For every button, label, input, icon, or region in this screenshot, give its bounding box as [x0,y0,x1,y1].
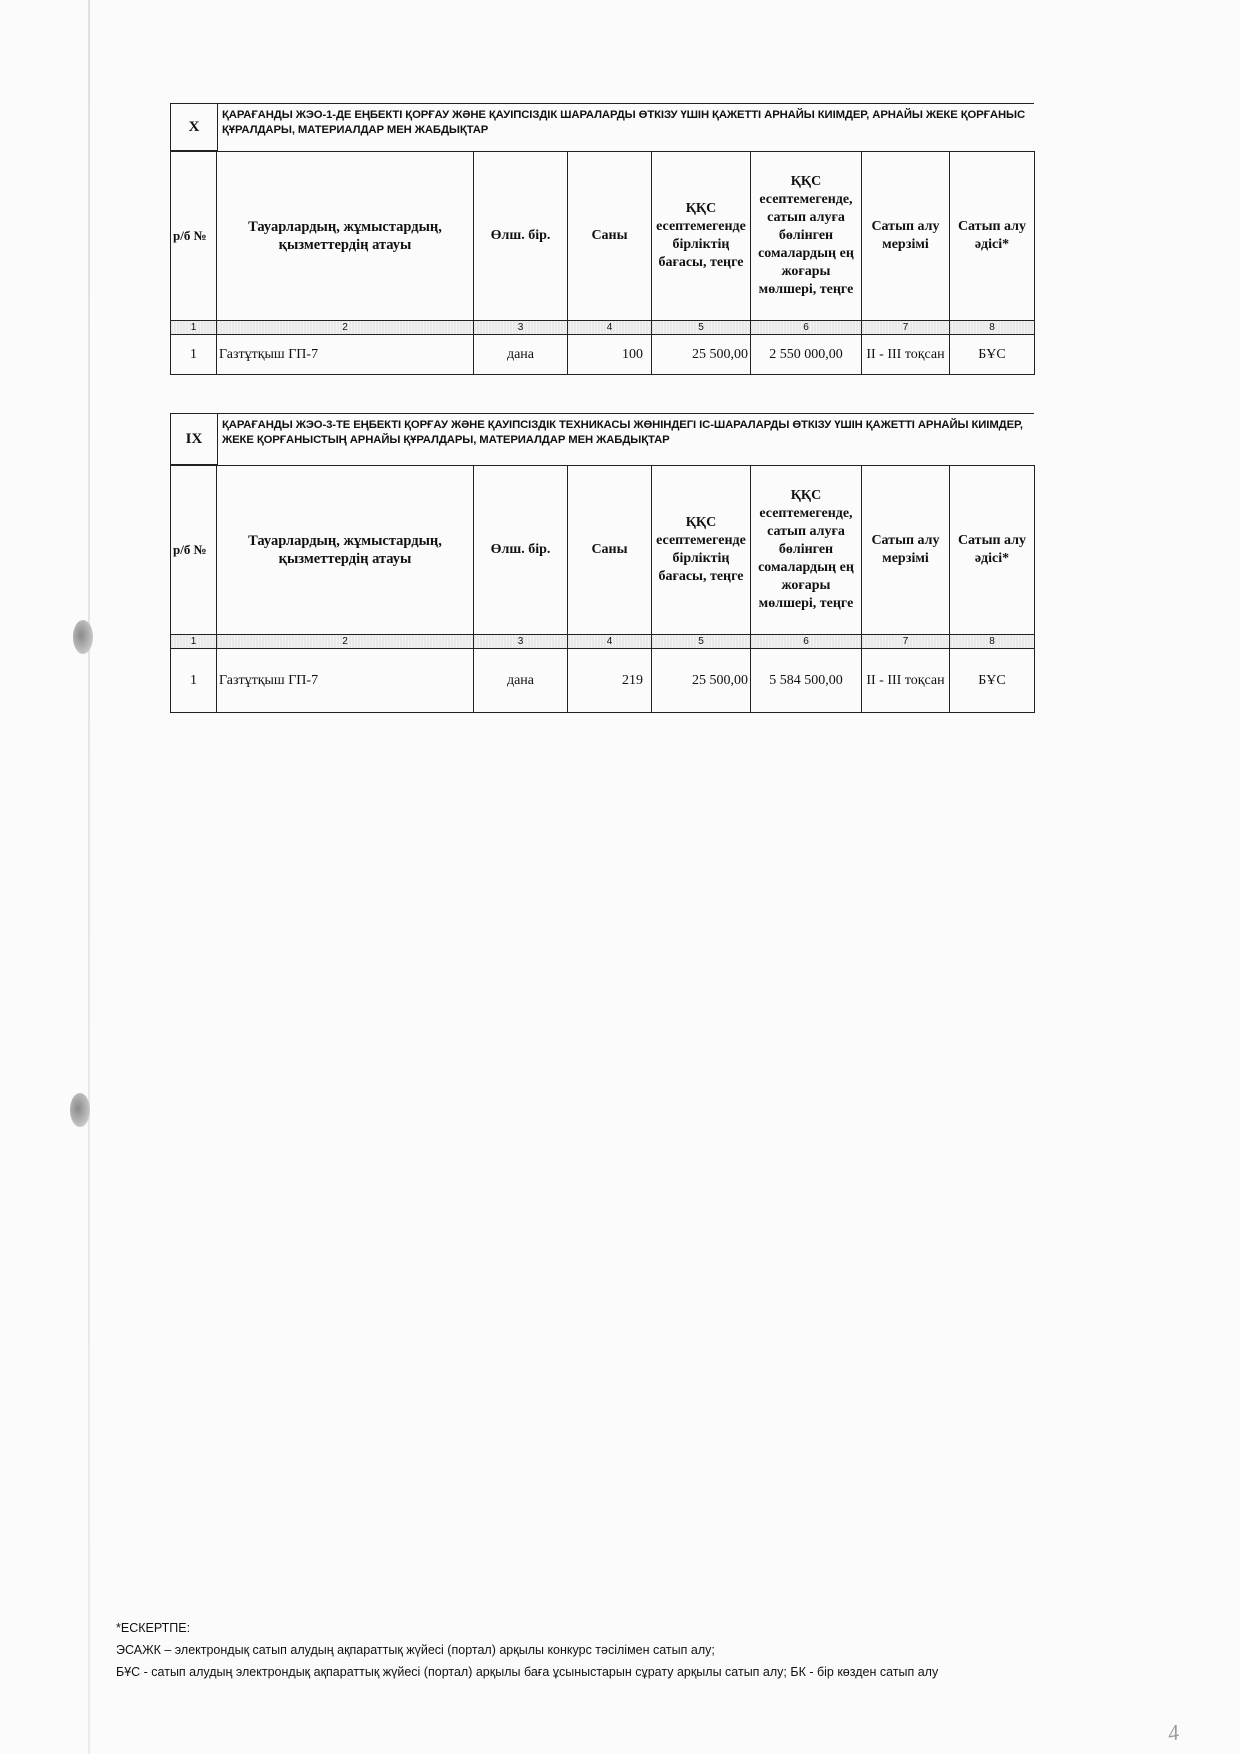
cell-term: II - III тоқсан [862,649,950,713]
cell-sum: 2 550 000,00 [751,335,862,375]
col-number: 8 [950,321,1035,335]
col-header-sum: ҚҚС есептемегенде, сатып алуға бөлінген сомалардың ең жоғары мөлшері, теңге [751,152,862,321]
table-row [171,649,1035,713]
col-number: 4 [568,321,652,335]
footnote-line: БҰС - сатып алудың электрондық ақпараттық жүйесі (портал) арқылы баға ұсыныстарын сұрату арқылы сатып алу; БК - бір көзден сатып алу [116,1665,939,1679]
section-number: IX [170,413,218,465]
col-header-qty: Саны [568,466,652,635]
items-table [170,465,1035,713]
col-number: 3 [474,635,568,649]
col-header-method: Сатып алу әдісі* [950,466,1035,635]
cell-price: 25 500,00 [652,335,751,375]
footnote-heading: *ЕСКЕРТПЕ: [116,1621,191,1635]
col-header-price: ҚҚС есептемегенде бірліктің бағасы, теңге [652,152,751,321]
section-header [170,103,1034,151]
footnote-line: ЭСАЖК – электрондық сатып алудың ақпараттық жүйесі (портал) арқылы конкурс тәсілімен сатып алу; [116,1643,715,1657]
cell-qty: 219 [568,649,652,713]
punch-hole-bottom [70,1093,90,1127]
col-number: 6 [751,321,862,335]
cell-name: Газтұтқыш ГП-7 [217,335,474,375]
section-ix [170,413,1034,713]
col-number: 2 [217,321,474,335]
col-number: 7 [862,321,950,335]
footnote [116,1617,938,1683]
page-number: 4 [1165,1719,1182,1746]
col-number: 7 [862,635,950,649]
section-x [170,103,1034,375]
punch-hole-top [73,620,93,654]
col-header-sum: ҚҚС есептемегенде, сатып алуға бөлінген сомалардың ең жоғары мөлшері, теңге [751,466,862,635]
col-number: 3 [474,321,568,335]
page-edge [88,0,90,1754]
column-number-row [171,321,1035,335]
col-number: 1 [171,635,217,649]
col-header-qty: Саны [568,152,652,321]
col-header-name: Тауарлардың, жұмыстардың, қызметтердің атауы [217,466,474,635]
col-number: 2 [217,635,474,649]
header-row [171,152,1035,321]
section-header [170,413,1034,465]
col-number: 5 [652,321,751,335]
col-number: 1 [171,321,217,335]
section-number: X [170,103,218,151]
col-number: 6 [751,635,862,649]
column-number-row [171,635,1035,649]
cell-rn: 1 [171,649,217,713]
table-row [171,335,1035,375]
col-header-term: Сатып алу мерзімі [862,152,950,321]
col-number: 4 [568,635,652,649]
col-header-rn: р/б № [171,466,217,635]
col-header-rn: р/б № [171,152,217,321]
cell-term: II - III тоқсан [862,335,950,375]
section-title: ҚАРАҒАНДЫ ЖЭО-3-ТЕ ЕҢБЕКТІ ҚОРҒАУ ЖӘНЕ ҚАУІПСІЗДІК ТЕХНИКАСЫ ЖӨНІНДЕГІ ІС-ШАРАЛАРДЫ ӨТКІЗУ ҮШІН ҚАЖЕТТІ АРНАЙЫ КИІМДЕР, ЖЕКЕ ҚОРҒАНЫСТЫҢ АРНАЙЫ ҚҰРАЛДАРЫ, МАТЕРИАЛДАР МЕН ЖАБДЫҚТАР [218,413,1034,465]
cell-rn: 1 [171,335,217,375]
col-number: 5 [652,635,751,649]
cell-sum: 5 584 500,00 [751,649,862,713]
cell-method: БҰС [950,649,1035,713]
cell-qty: 100 [568,335,652,375]
cell-unit: дана [474,335,568,375]
section-title: ҚАРАҒАНДЫ ЖЭО-1-ДЕ ЕҢБЕКТІ ҚОРҒАУ ЖӘНЕ ҚАУІПСІЗДІК ШАРАЛАРДЫ ӨТКІЗУ ҮШІН ҚАЖЕТТІ АРНАЙЫ КИІМДЕР, АРНАЙЫ ЖЕКЕ ҚОРҒАНЫС ҚҰРАЛДАРЫ, МАТЕРИАЛДАР МЕН ЖАБДЫҚТАР [218,103,1034,151]
col-header-name: Тауарлардың, жұмыстардың, қызметтердің атауы [217,152,474,321]
col-header-unit: Өлш. бір. [474,152,568,321]
col-header-method: Сатып алу әдісі* [950,152,1035,321]
items-table [170,151,1035,375]
cell-method: БҰС [950,335,1035,375]
cell-unit: дана [474,649,568,713]
header-row [171,466,1035,635]
col-header-term: Сатып алу мерзімі [862,466,950,635]
col-number: 8 [950,635,1035,649]
cell-price: 25 500,00 [652,649,751,713]
col-header-unit: Өлш. бір. [474,466,568,635]
cell-name: Газтұтқыш ГП-7 [217,649,474,713]
col-header-price: ҚҚС есептемегенде бірліктің бағасы, теңге [652,466,751,635]
